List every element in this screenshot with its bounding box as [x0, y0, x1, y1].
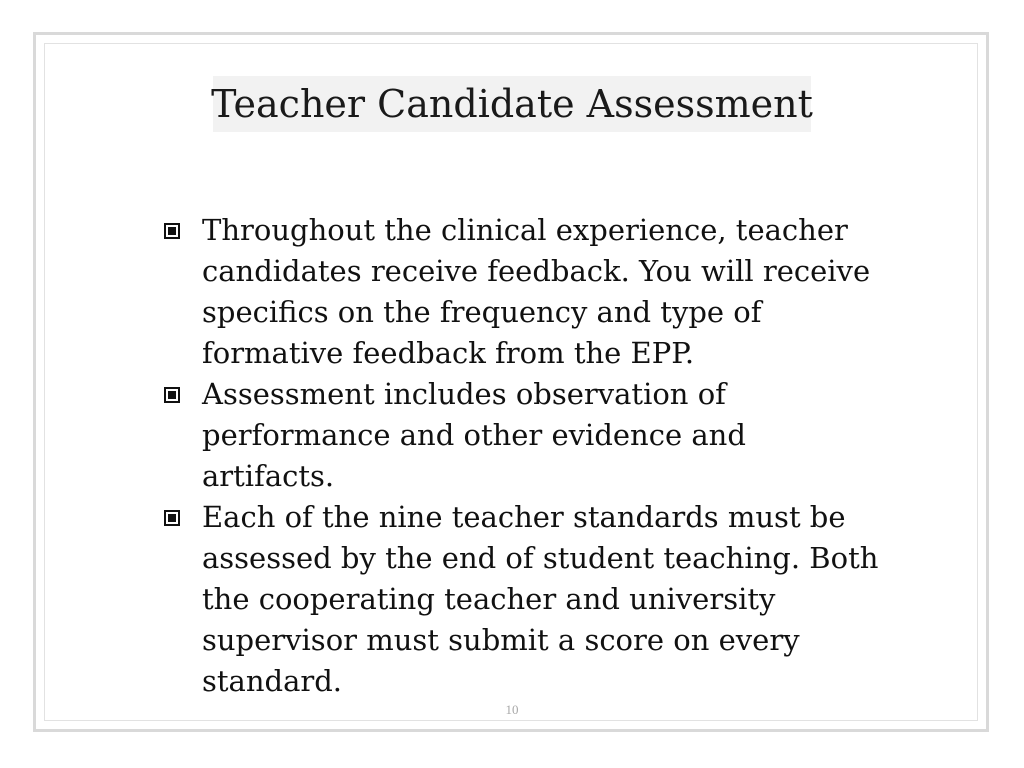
- square-bullet-icon: [164, 387, 180, 403]
- slide-title: Teacher Candidate Assessment: [211, 82, 813, 126]
- bullet-item: [160, 374, 880, 497]
- square-bullet-icon: [164, 510, 180, 526]
- bullet-text: Throughout the clinical experience, teacher candidates receive feedback. You will receive specifics on the frequency and type of formative feedback from the EPP.: [202, 213, 871, 370]
- bullet-list: [160, 210, 880, 702]
- page-number: 10: [505, 702, 519, 717]
- square-bullet-icon: [164, 223, 180, 239]
- bullet-text: Each of the nine teacher standards must be assessed by the end of student teaching. Both the cooperating teacher and university supervisor must submit a score on every standard.: [202, 500, 879, 698]
- title-box: [213, 76, 811, 132]
- bullet-item: [160, 210, 880, 374]
- bullet-item: [160, 497, 880, 702]
- bullet-text: Assessment includes observation of performance and other evidence and artifacts.: [202, 377, 746, 493]
